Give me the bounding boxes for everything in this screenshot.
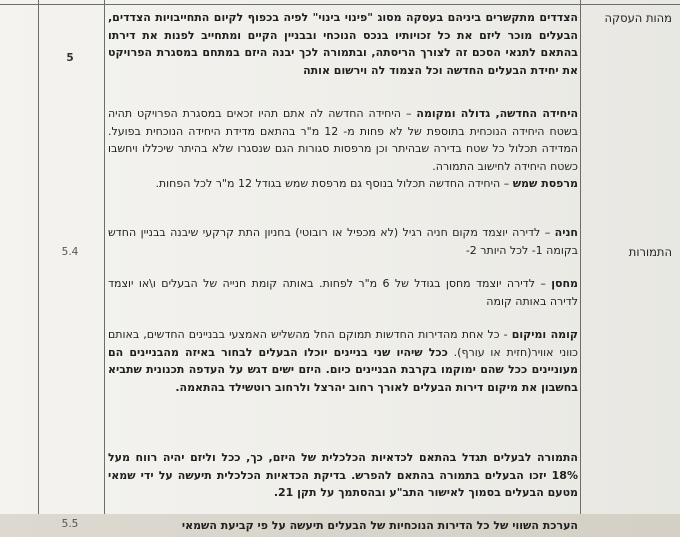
table-top-border bbox=[0, 4, 680, 5]
floor-bold-tail: ככל שיהיו שני בניינים יוכלו הבעלים לבחור באיזה מהבניינים הם מעוניינים ככל שהם ימוקמו בקרבת הבניינים כיום. היזם ישים דגש על העדפה תכנונית שתביא בחשבון את מיקום דירות הבעלים לאורך רחוב יהרצל ולרחוב רוטשילד בהתאמה. bbox=[108, 345, 578, 394]
row-number-5-4: 5.4 bbox=[61, 246, 79, 258]
storage-lead: מחסן bbox=[551, 277, 578, 290]
profit-lead: התמורה לבעלים תגדל בהתאם לכדאיות הכלכלית של היזם, כך, ככל וליזם יהיה רווח מעל 18% יזכו הבעלים בתמורה בהתאם להפרש. בדיקת הכדאיות הכלכלית תיעשה על ידי שמאי מטעם הבעלים בסמוך לאישור התב"ע ובהסתמך על תקן 21. bbox=[108, 451, 578, 499]
number-column-divider bbox=[104, 0, 105, 537]
floor-text: - כל אחת מהדירות החדשות תמוקם החל מהשליש האמצעי בבניינים החדשים, באותם כווני אוויר(חזית או עורף). bbox=[108, 328, 579, 359]
row-number-5-5: 5.5 bbox=[61, 518, 79, 530]
valuation-paragraph: הערכת השווי של כל הדירות הנוכחיות של הבעלים תיעשה על פי קביעת השמאי bbox=[181, 519, 578, 532]
label-column-divider bbox=[580, 0, 581, 537]
balcony-lead: מרפסת שמש bbox=[512, 177, 578, 190]
row-number-5: 5 bbox=[66, 52, 74, 64]
unit-lead: היחידה החדשה, גדולה ומקומה bbox=[416, 107, 578, 120]
consideration-paragraph-balcony bbox=[108, 175, 578, 193]
row-label-consideration: התמורות bbox=[628, 245, 672, 259]
consideration-paragraph-floor bbox=[108, 326, 578, 396]
storage-text: – לדירה יוצמד מחסן בגודל של 6 מ"ר לפחות. באותה קומת חנייה של הבעלים ו\או יוצמד לדירה באותה קומה bbox=[108, 277, 578, 308]
consideration-paragraph-profit bbox=[108, 449, 578, 502]
unit-text: – היחידה החדשה לה אתם תהיו זכאים במסגרת הפרויקט תהיה בשטח היחידה הנוכחית בתוספת של לא פחות מ- 12 מ"ר בהתאם מדידת היחידה הנוכחית בפועל. המדידה תכלול כל שטח בדירה שבהיתר וכן מרפסות סגורות הגם שנסגרו שלא בהיתר שיכללו ויחשבו כשטח היחידה לחישוב התמורה. bbox=[108, 107, 578, 173]
row-label-nature: מהות העסקה bbox=[604, 11, 672, 25]
consideration-paragraph-parking bbox=[108, 224, 578, 259]
parking-text: – לדירה יוצמד מקום חניה רגיל (לא מכפיל או רובוטי) בחניון התת קרקעי שיבנה בבניין החדש בקומה 1- לכל היותר 2- bbox=[108, 226, 578, 257]
balcony-text: – היחידה החדשה תכלול בנוסף גם מרפסת שמש בגודל 12 מ"ר לכל הפחות. bbox=[155, 177, 513, 190]
nature-paragraph: הצדדים מתקשרים ביניהם בעסקה מסוג "פינוי בינוי" לפיה בכפוף לקיום התחייבויות הצדדים, הבעלים מוכר ליזם את כל זכויותיו בנכס הנוכחי ובבניין הקיים ומתחייב לפנות את דירתו בהתאם לתנאי הסכם זה לצורך הריסתה, ובתמורה לכך יבנה היזם במתחם במסגרת הפרויקט את יחידת הבעלים החדשה וכל הצמוד לה וירשום אותה bbox=[108, 11, 578, 77]
floor-lead: קומה ומיקום bbox=[511, 328, 579, 341]
parking-lead: חניה bbox=[554, 226, 578, 239]
table-left-border bbox=[38, 0, 39, 537]
consideration-paragraph-unit bbox=[108, 105, 578, 175]
consideration-paragraph-storage bbox=[108, 275, 578, 310]
